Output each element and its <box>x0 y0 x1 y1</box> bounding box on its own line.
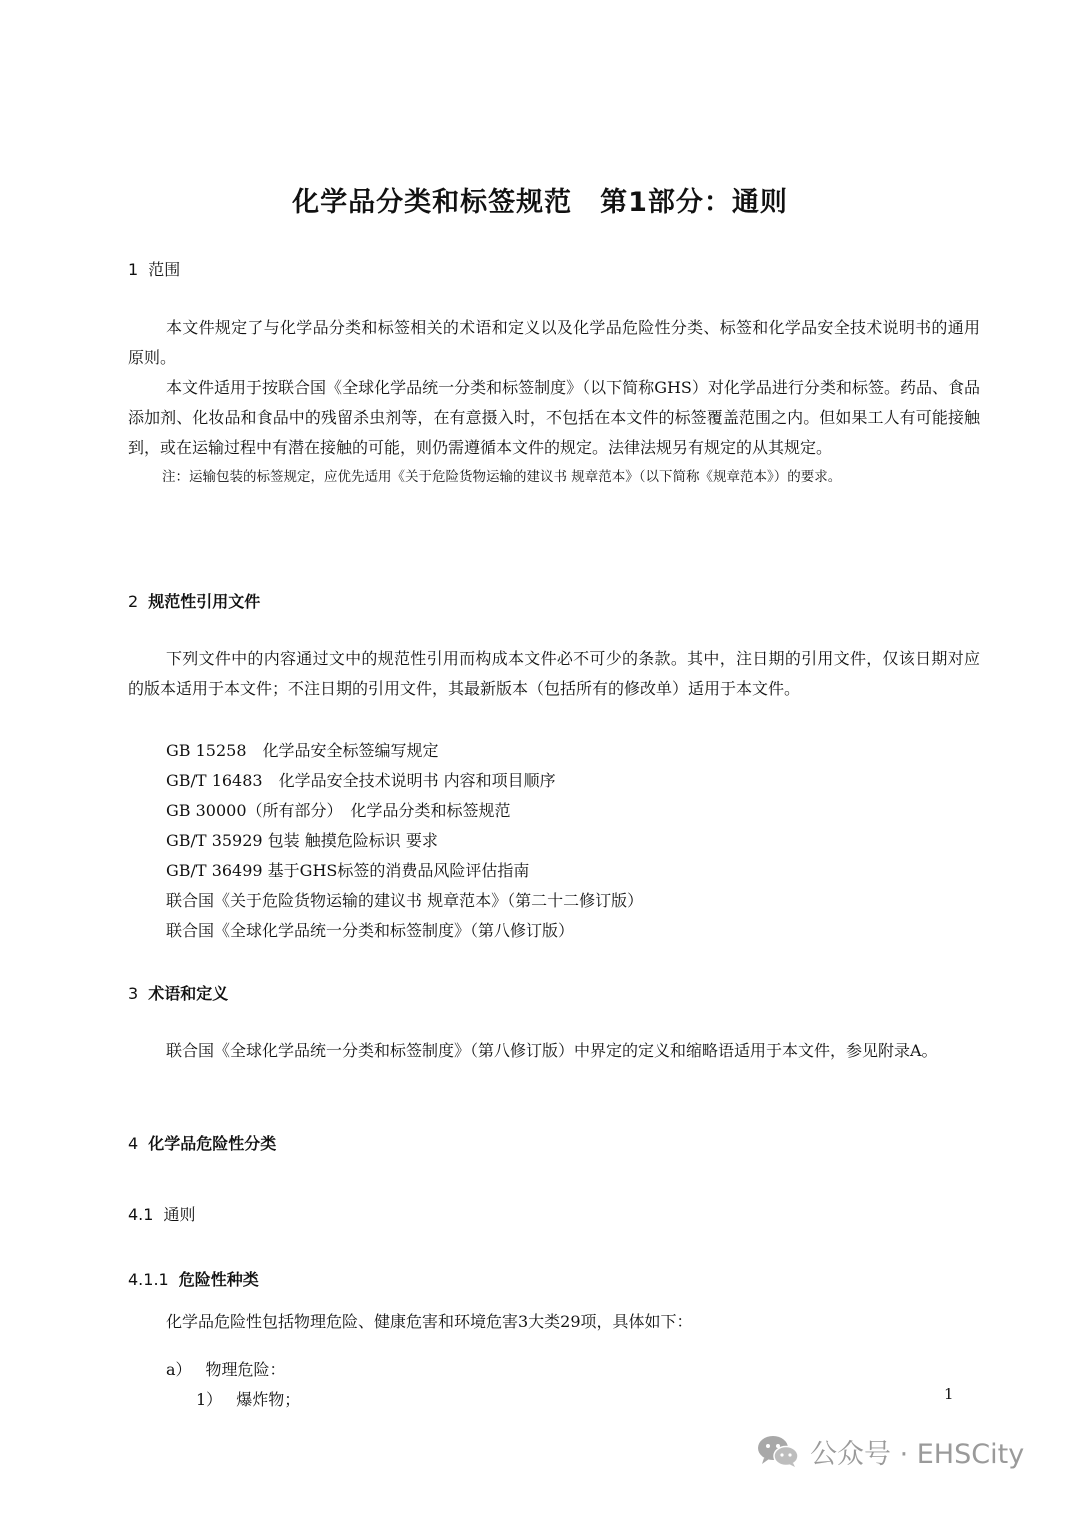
section-2-heading <box>128 589 260 612</box>
section-2-body <box>128 644 980 704</box>
section-3-title: 术语和定义 <box>148 984 229 1003</box>
section-1-paragraph-1: 本文件规定了与化学品分类和标签相关的术语和定义以及化学品危险性分类、标签和化学品安全技术说明书的通用原则。 <box>128 318 980 367</box>
list-marker: 1） <box>196 1390 223 1409</box>
section-2-paragraph-1: 下列文件中的内容通过文中的规范性引用而构成本文件必不可少的条款。其中，注日期的引用文件，仅该日期对应的版本适用于本文件；不注日期的引用文件，其最新版本（包括所有的修改单）适用于本文件。 <box>128 649 980 698</box>
list-item <box>166 1357 286 1380</box>
section-3-paragraph-1: 联合国《全球化学品统一分类和标签制度》（第八修订版）中界定的定义和缩略语适用于本文件，参见附录A。 <box>166 1041 938 1060</box>
reference-item: GB 30000（所有部分） 化学品分类和标签规范 <box>166 801 511 820</box>
wechat-icon <box>756 1434 800 1468</box>
list-text: 爆炸物； <box>236 1390 301 1409</box>
section-1-paragraph-2: 本文件适用于按联合国《全球化学品统一分类和标签制度》（以下简称GHS）对化学品进行分类和标签。药品、食品添加剂、化妆品和食品中的残留杀虫剂等，在有意摄入时，不包括在本文件的标签覆盖范围之内。但如果工人有可能接触到，或在运输过程中有潜在接触的可能，则仍需遵循本文件的规定。法律法规另有规定的从其规定。 <box>128 378 980 457</box>
page-number: 1 <box>944 1385 954 1403</box>
section-1-title: 范围 <box>148 260 181 279</box>
section-4-1-heading <box>128 1202 195 1225</box>
reference-item: 联合国《全球化学品统一分类和标签制度》（第八修订版） <box>166 921 575 940</box>
section-4-title: 化学品危险性分类 <box>148 1134 277 1153</box>
reference-item: GB 15258 化学品安全标签编写规定 <box>166 741 439 760</box>
section-3-body <box>128 1036 980 1066</box>
reference-item: 联合国《关于危险货物运输的建议书 规章范本》（第二十二修订版） <box>166 891 644 910</box>
reference-item: GB/T 36499 基于GHS标签的消费品风险评估指南 <box>166 861 530 880</box>
section-2-number: 2 <box>128 592 139 611</box>
section-4-1-title: 通则 <box>163 1205 196 1224</box>
section-2-title: 规范性引用文件 <box>148 592 261 611</box>
section-4-number: 4 <box>128 1134 139 1153</box>
list-marker: a） <box>166 1360 192 1379</box>
section-1-body <box>128 313 980 491</box>
list-text: 物理危险： <box>205 1360 286 1379</box>
section-1-note: 注：运输包装的标签规定，应优先适用《关于危险货物运输的建议书 规章范本》（以下简称《规章范本》）的要求。 <box>162 469 842 485</box>
document-title: 化学品分类和标签规范 第1部分：通则 <box>292 187 788 218</box>
section-4-1-1-paragraph-1: 化学品危险性包括物理危险、健康危害和环境危害3大类29项，具体如下： <box>166 1312 693 1331</box>
section-4-1-number: 4.1 <box>128 1205 154 1224</box>
reference-item: GB/T 16483 化学品安全技术说明书 内容和项目顺序 <box>166 771 556 790</box>
section-4-1-1-number: 4.1.1 <box>128 1270 169 1289</box>
section-4-heading <box>128 1131 276 1154</box>
watermark <box>756 1431 1024 1471</box>
section-1-number: 1 <box>128 260 139 279</box>
section-1-heading <box>128 257 180 280</box>
reference-item: GB/T 35929 包装 触摸危险标识 要求 <box>166 831 438 850</box>
section-4-1-1-heading <box>128 1267 259 1290</box>
watermark-text: 公众号 · EHSCity <box>810 1438 1025 1470</box>
section-3-number: 3 <box>128 984 139 1003</box>
section-3-heading <box>128 981 228 1004</box>
section-4-1-1-title: 危险性种类 <box>178 1270 259 1289</box>
list-item <box>196 1387 300 1410</box>
